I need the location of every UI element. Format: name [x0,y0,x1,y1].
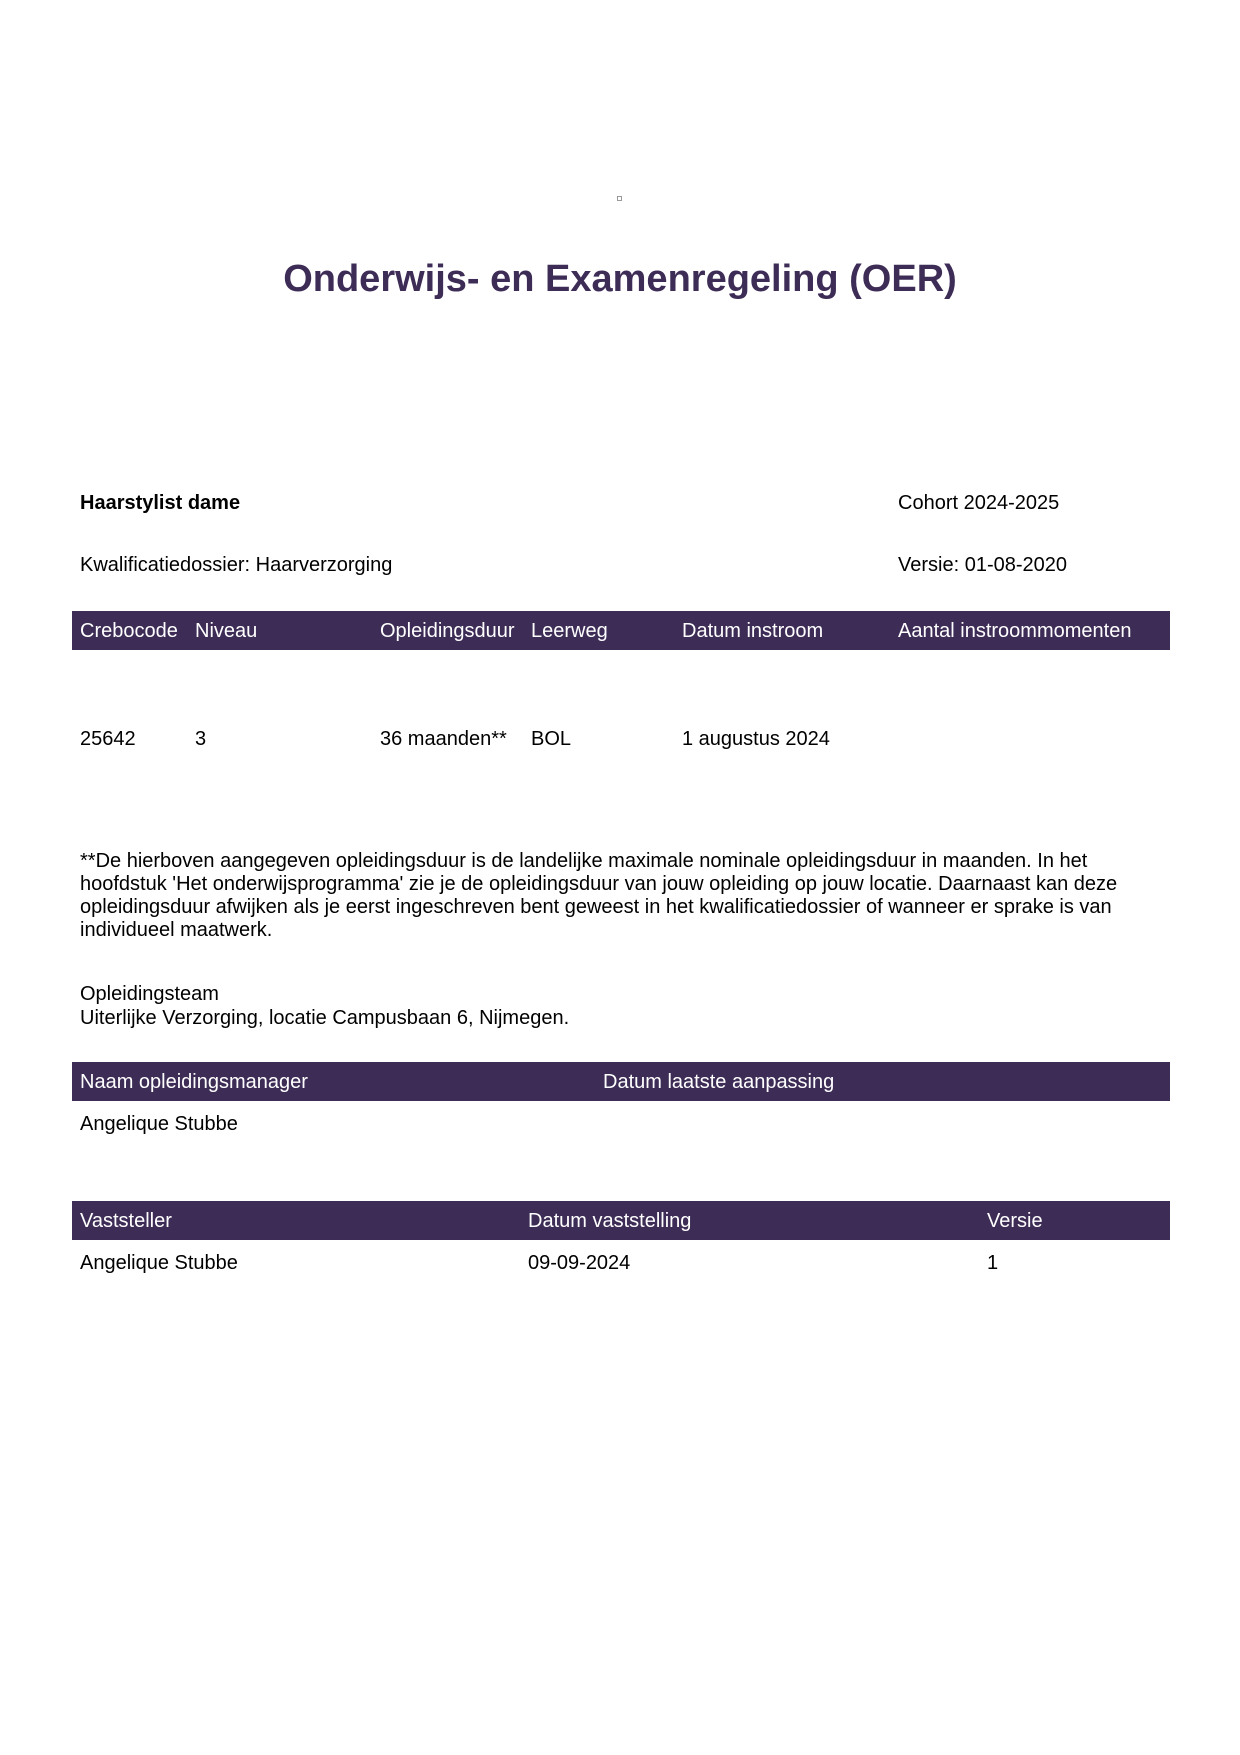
header-leerweg: Leerweg [531,620,608,642]
logo-placeholder-icon [617,196,622,201]
cell-leerweg: BOL [531,728,572,750]
header-datum-vaststelling: Datum vaststelling [528,1210,692,1232]
header-opleidingsduur: Opleidingsduur [380,620,515,642]
header-datum-laatste-aanpassing: Datum laatste aanpassing [603,1071,835,1093]
version-label: Versie: 01-08-2020 [898,554,1068,576]
team-location: Uiterlijke Verzorging, locatie Campusbaan 6, Nijmegen. [80,1007,570,1029]
header-naam-opleidingsmanager: Naam opleidingsmanager [80,1071,308,1093]
manager-table-header [72,1062,1170,1101]
document-title: Onderwijs- en Examenregeling (OER) [283,258,957,300]
cell-opleidingsmanager: Angelique Stubbe [80,1113,238,1135]
header-aantal-instroommomenten: Aantal instroommomenten [898,620,1132,642]
program-table-header [72,611,1170,650]
opleidingsteam [80,982,569,1030]
team-heading: Opleidingsteam [80,983,219,1005]
header-vaststeller: Vaststeller [80,1210,172,1232]
cell-crebocode: 25642 [80,728,136,750]
approval-table-header [72,1201,1170,1240]
header-datum-instroom: Datum instroom [682,620,824,642]
footnote: **De hierboven aangegeven opleidingsduur is de landelijke maximale nominale opleidingsduur in maanden. In het hoofdstuk 'Het onderwijsprogramma' zie je de opleidingsduur van jouw opleiding op jouw locatie. Daarnaast kan deze opleidingsduur afwijken als je eerst ingeschreven bent geweest in het kwalificatiedossier of wanneer er sprake is van individueel maatwerk. [80,850,1118,941]
cell-datum-instroom: 1 augustus 2024 [682,728,830,750]
cell-datum-vaststelling: 09-09-2024 [528,1252,631,1274]
cell-opleidingsduur: 36 maanden** [380,728,507,750]
program-name: Haarstylist dame [80,492,241,514]
header-niveau: Niveau [195,620,258,642]
cell-niveau: 3 [195,728,207,750]
cell-versie: 1 [987,1252,999,1274]
header-crebocode: Crebocode [80,620,178,642]
cohort-label: Cohort 2024-2025 [898,492,1060,514]
qualification-dossier: Kwalificatiedossier: Haarverzorging [80,554,393,576]
header-versie: Versie [987,1210,1043,1232]
cell-vaststeller: Angelique Stubbe [80,1252,238,1274]
